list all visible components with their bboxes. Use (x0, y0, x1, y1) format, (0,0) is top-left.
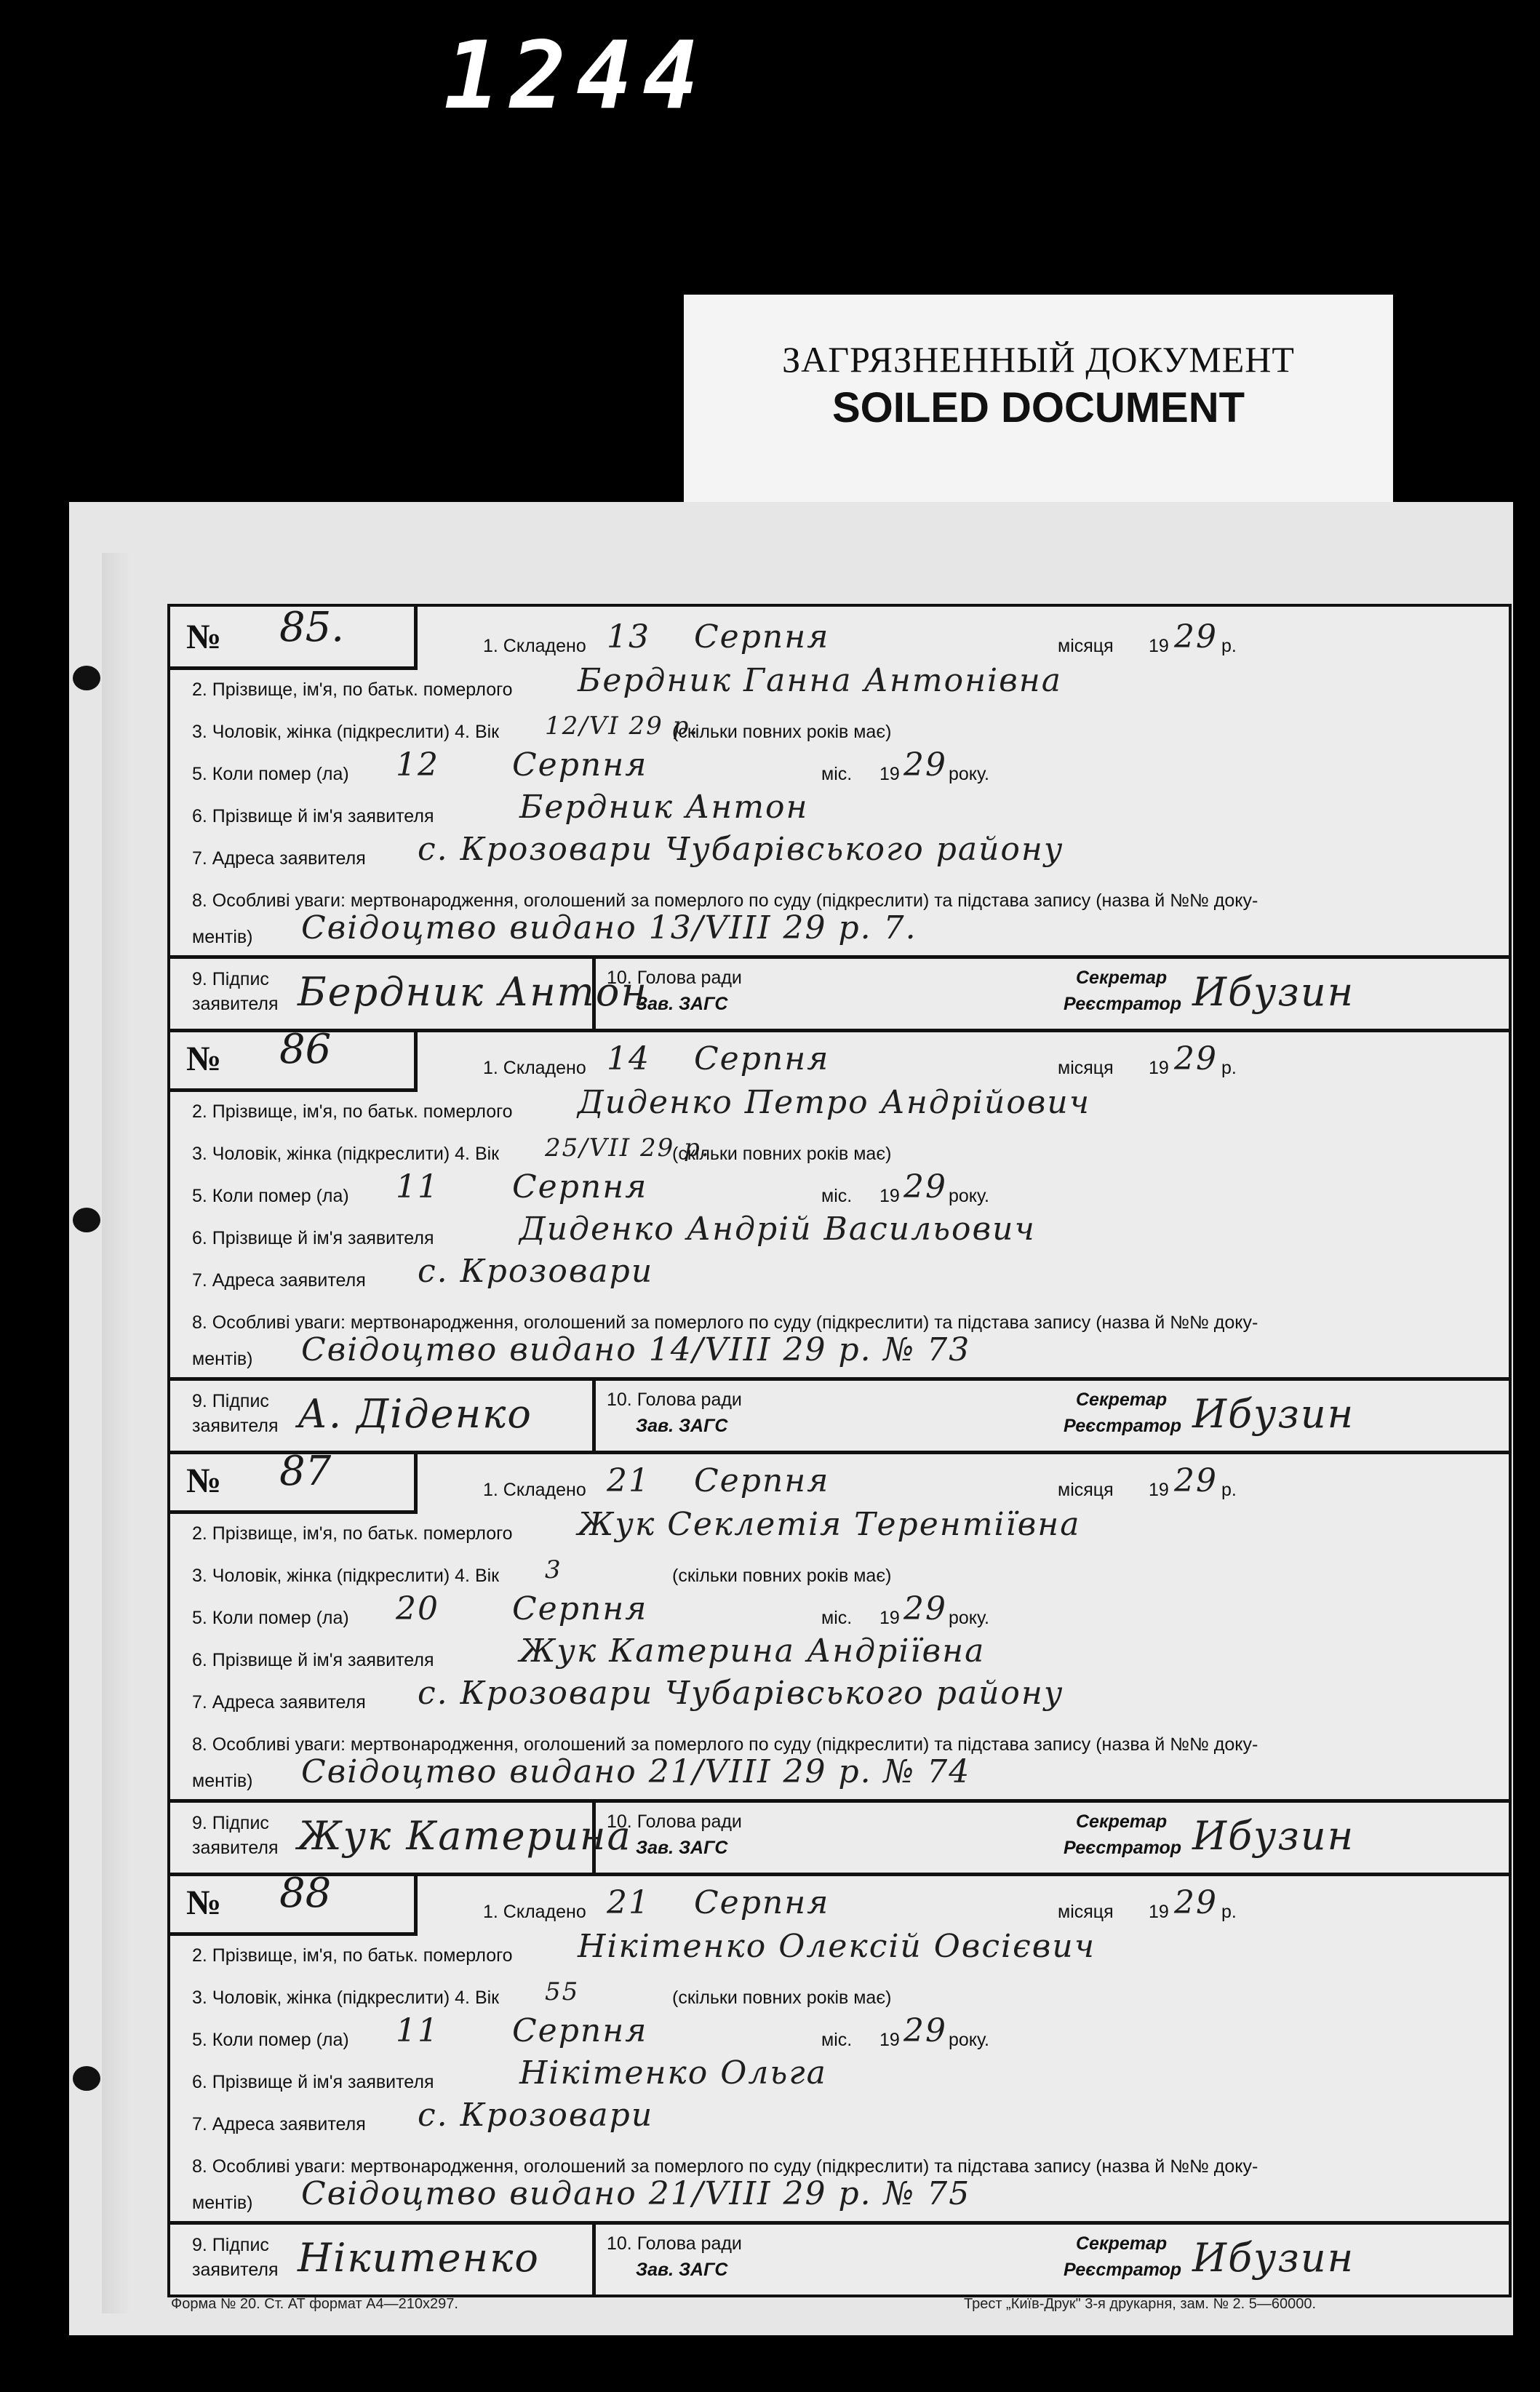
registrar-signature: Ибузин (1192, 969, 1355, 1015)
head-label: 10. Голова ради (607, 2233, 742, 2254)
year-prefix: 19 (1149, 1480, 1169, 1500)
number-sign: № (186, 1462, 222, 1500)
month-label: місяця (1058, 1902, 1114, 1922)
death-month: Серпня (512, 1168, 648, 1205)
remarks-label: 8. Особливі уваги: мертвонародження, оголошений за померлого по суду (підкреслити) та підстава запису (назва й №№ доку- (192, 890, 1258, 911)
applicant-address: с. Крозовари (418, 1253, 654, 1290)
applicant-address: с. Крозовари Чубарівського району (418, 1675, 1064, 1712)
death-year: 29 (903, 2012, 947, 2049)
composed-day: 21 (607, 1884, 650, 1921)
death-year: 29 (903, 1590, 947, 1627)
archive-number: 1244 (444, 22, 709, 130)
applicant-signature: А. Діденко (298, 1391, 532, 1437)
remarks-label-continued: ментів) (192, 1349, 253, 1369)
age-note: (скільки повних років має) (672, 1988, 892, 2008)
death-record (170, 604, 1509, 1032)
applicant-signature: Жук Катерина (298, 1813, 632, 1859)
age-note: (скільки повних років має) (672, 1144, 892, 1164)
row-address (170, 1675, 1509, 1718)
row-address (170, 2097, 1509, 2140)
death-year-prefix: 19 (879, 764, 900, 784)
row-composed (170, 1462, 1509, 1506)
age-note: (скільки повних років має) (672, 722, 892, 742)
soiled-document-label (684, 295, 1393, 513)
applicant-name: Жук Катерина Андріївна (519, 1632, 986, 1670)
address-label: 7. Адреса заявителя (192, 848, 366, 869)
number-sign: № (186, 1883, 222, 1922)
label-english: SOILED DOCUMENT (831, 384, 1245, 431)
deceased-name-label: 2. Прізвище, ім'я, по батьк. померлого (192, 1101, 513, 1122)
roku-label: року. (949, 2030, 989, 2050)
record-number: 87 (279, 1448, 332, 1495)
signature-divider (592, 1381, 596, 1451)
year-suffix: р. (1221, 1480, 1237, 1500)
applicant-sign-label: 9. Підпис (192, 1391, 269, 1411)
composed-day: 21 (607, 1462, 650, 1499)
row-address (170, 831, 1509, 874)
applicant-name: Нікітенко Ольга (519, 2054, 827, 2092)
row-applicant (170, 1213, 1509, 1254)
signature-row (170, 2221, 1509, 2295)
composed-label: 1. Складено (483, 1058, 586, 1078)
secretary-label: Секретар (1076, 2233, 1168, 2254)
row-address (170, 1253, 1509, 1296)
mis-label: міс. (821, 764, 853, 784)
death-date-label: 5. Коли помер (ла) (192, 1186, 349, 1206)
row-deceased-name (170, 1506, 1509, 1550)
registrar-signature: Ибузин (1192, 1813, 1355, 1859)
composed-label: 1. Складено (483, 1902, 586, 1922)
composed-month: Серпня (694, 618, 830, 655)
roku-label: року. (949, 1608, 989, 1628)
form-binding-edge (102, 553, 131, 2313)
applicant-sign-label-2: заявителя (192, 2260, 279, 2280)
age-note: (скільки повних років має) (672, 1566, 892, 1586)
binding-hole (73, 666, 100, 690)
row-deceased-name (170, 1084, 1509, 1128)
row-composed (170, 1884, 1509, 1928)
gender-age-label: 3. Чоловік, жінка (підкреслити) 4. Вік (192, 1988, 500, 2008)
row-composed (170, 1040, 1509, 1084)
death-day: 11 (396, 2012, 439, 2049)
printer-imprint: Трест „Київ-Друк" 3-я друкарня, зам. № 2. 5—60000. (964, 2296, 1317, 2312)
secretary-label: Секретар (1076, 968, 1168, 988)
row-remarks-continued (170, 1753, 1509, 1797)
composed-month: Серпня (694, 1462, 830, 1499)
secretary-label: Секретар (1076, 1811, 1168, 1832)
remarks-text: Свідоцтво видано 21/VIII 29 р. № 74 (301, 1753, 971, 1790)
gender-age-label: 3. Чоловік, жінка (підкреслити) 4. Вік (192, 722, 500, 742)
binding-hole (73, 2066, 100, 2091)
signature-row (170, 1377, 1509, 1451)
deceased-name: Нікітенко Олексій Овсієвич (578, 1928, 1096, 1965)
deceased-name: Жук Секлетія Терентіївна (578, 1506, 1081, 1543)
applicant-label: 6. Прізвище й ім'я заявителя (192, 806, 434, 826)
record-number: 88 (279, 1870, 332, 1917)
deceased-age: 55 (545, 1977, 580, 2006)
row-deceased-name (170, 662, 1509, 706)
applicant-sign-label-2: заявителя (192, 1416, 279, 1436)
row-gender-age (170, 707, 1509, 748)
death-year-prefix: 19 (879, 1608, 900, 1628)
gender-age-label: 3. Чоловік, жінка (підкреслити) 4. Вік (192, 1144, 500, 1164)
mis-label: міс. (821, 1186, 853, 1206)
remarks-text: Свідоцтво видано 21/VIII 29 р. № 75 (301, 2175, 971, 2212)
composed-label: 1. Складено (483, 636, 586, 656)
death-date-label: 5. Коли помер (ла) (192, 1608, 349, 1628)
composed-day: 13 (607, 618, 650, 655)
row-composed (170, 618, 1509, 662)
deceased-age: 12/VI 29 р. (545, 711, 700, 741)
death-day: 20 (396, 1590, 439, 1627)
deceased-age: 25/VII 29 р. (545, 1133, 711, 1163)
deceased-name: Бердник Ганна Антонівна (578, 662, 1062, 699)
applicant-sign-label-2: заявителя (192, 994, 279, 1014)
death-date-label: 5. Коли помер (ла) (192, 2030, 349, 2050)
applicant-label: 6. Прізвище й ім'я заявителя (192, 2072, 434, 2092)
applicant-sign-label: 9. Підпис (192, 2235, 269, 2255)
number-sign: № (186, 1040, 222, 1078)
month-label: місяця (1058, 636, 1114, 656)
applicant-name: Бердник Антон (519, 789, 809, 826)
signature-row (170, 1799, 1509, 1873)
death-month: Серпня (512, 746, 648, 784)
records-grid (167, 604, 1512, 2297)
composed-year: 29 (1174, 618, 1218, 655)
death-register-form (69, 502, 1513, 2335)
composed-year: 29 (1174, 1884, 1218, 1921)
address-label: 7. Адреса заявителя (192, 2114, 366, 2134)
remarks-label: 8. Особливі уваги: мертвонародження, оголошений за померлого по суду (підкреслити) та підстава запису (назва й №№ доку- (192, 1734, 1258, 1755)
composed-year: 29 (1174, 1040, 1218, 1077)
row-applicant (170, 789, 1509, 832)
composed-day: 14 (607, 1040, 650, 1077)
number-sign: № (186, 618, 222, 656)
death-year-prefix: 19 (879, 1186, 900, 1206)
year-prefix: 19 (1149, 1902, 1169, 1922)
row-applicant (170, 1632, 1509, 1676)
roku-label: року. (949, 1186, 989, 1206)
zags-label: Зав. ЗАГС (636, 1416, 728, 1436)
deceased-name-label: 2. Прізвище, ім'я, по батьк. померлого (192, 1523, 513, 1544)
row-remarks-continued (170, 909, 1509, 953)
registrar-label: Реєстратор (1064, 2260, 1182, 2280)
row-remarks-continued (170, 2175, 1509, 2219)
signature-row (170, 955, 1509, 1029)
remarks-label-continued: ментів) (192, 2193, 253, 2213)
address-label: 7. Адреса заявителя (192, 1692, 366, 1713)
registrar-signature: Ибузин (1192, 1391, 1355, 1437)
secretary-label: Секретар (1076, 1390, 1168, 1410)
zags-label: Зав. ЗАГС (636, 2260, 728, 2280)
death-year-prefix: 19 (879, 2030, 900, 2050)
applicant-address: с. Крозовари Чубарівського району (418, 831, 1064, 868)
year-prefix: 19 (1149, 636, 1169, 656)
form-imprint: Форма № 20. Ст. АТ формат А4—210х297. (171, 2296, 458, 2312)
remarks-label-continued: ментів) (192, 927, 253, 947)
mis-label: міс. (821, 1608, 853, 1628)
registrar-label: Реєстратор (1064, 1838, 1182, 1858)
death-record (170, 1026, 1509, 1454)
row-death-date (170, 1168, 1509, 1212)
row-deceased-name (170, 1928, 1509, 1972)
row-gender-age (170, 1973, 1509, 2014)
row-applicant (170, 2054, 1509, 2098)
death-record (170, 1870, 1509, 2295)
applicant-signature: Нікитенко (298, 2235, 540, 2281)
deceased-name-label: 2. Прізвище, ім'я, по батьк. померлого (192, 679, 513, 700)
zags-label: Зав. ЗАГС (636, 1838, 728, 1858)
month-label: місяця (1058, 1058, 1114, 1078)
remarks-text: Свідоцтво видано 13/VIII 29 р. 7. (301, 909, 917, 946)
year-suffix: р. (1221, 1902, 1237, 1922)
remarks-label-continued: ментів) (192, 1771, 253, 1791)
death-day: 11 (396, 1168, 439, 1205)
row-death-date (170, 746, 1509, 790)
address-label: 7. Адреса заявителя (192, 1270, 366, 1291)
death-record (170, 1448, 1509, 1876)
death-year: 29 (903, 1168, 947, 1205)
label-russian: ЗАГРЯЗНЕННЫЙ ДОКУМЕНТ (782, 339, 1295, 380)
death-month: Серпня (512, 1590, 648, 1627)
row-death-date (170, 1590, 1509, 1634)
remarks-label: 8. Особливі уваги: мертвонародження, оголошений за померлого по суду (підкреслити) та підстава запису (назва й №№ доку- (192, 1312, 1258, 1333)
deceased-age: 3 (545, 1555, 562, 1584)
applicant-sign-label: 9. Підпис (192, 969, 269, 989)
death-month: Серпня (512, 2012, 648, 2049)
head-label: 10. Голова ради (607, 1390, 742, 1410)
composed-label: 1. Складено (483, 1480, 586, 1500)
composed-month: Серпня (694, 1040, 830, 1077)
composed-month: Серпня (694, 1884, 830, 1921)
year-suffix: р. (1221, 1058, 1237, 1078)
remarks-label: 8. Особливі уваги: мертвонародження, оголошений за померлого по суду (підкреслити) та підстава запису (назва й №№ доку- (192, 2156, 1258, 2177)
applicant-address: с. Крозовари (418, 2097, 654, 2134)
death-date-label: 5. Коли помер (ла) (192, 764, 349, 784)
year-prefix: 19 (1149, 1058, 1169, 1078)
applicant-sign-label: 9. Підпис (192, 1813, 269, 1833)
head-label: 10. Голова ради (607, 968, 742, 988)
year-suffix: р. (1221, 636, 1237, 656)
record-number: 85. (279, 604, 345, 651)
death-day: 12 (396, 746, 439, 784)
applicant-label: 6. Прізвище й ім'я заявителя (192, 1228, 434, 1248)
applicant-label: 6. Прізвище й ім'я заявителя (192, 1650, 434, 1670)
registrar-signature: Ибузин (1192, 2235, 1355, 2281)
death-year: 29 (903, 746, 947, 784)
row-gender-age (170, 1551, 1509, 1592)
applicant-name: Диденко Андрій Васильович (519, 1211, 1036, 1248)
composed-year: 29 (1174, 1462, 1218, 1499)
roku-label: року. (949, 764, 989, 784)
head-label: 10. Голова ради (607, 1811, 742, 1832)
registrar-label: Реєстратор (1064, 994, 1182, 1014)
deceased-name-label: 2. Прізвище, ім'я, по батьк. померлого (192, 1945, 513, 1966)
signature-divider (592, 2225, 596, 2295)
record-number: 86 (279, 1026, 332, 1073)
applicant-signature: Бердник Антон (298, 969, 648, 1015)
row-gender-age (170, 1129, 1509, 1170)
applicant-sign-label-2: заявителя (192, 1838, 279, 1858)
deceased-name: Диденко Петро Андрійович (578, 1084, 1091, 1121)
mis-label: міс. (821, 2030, 853, 2050)
registrar-label: Реєстратор (1064, 1416, 1182, 1436)
binding-hole (73, 1208, 100, 1232)
month-label: місяця (1058, 1480, 1114, 1500)
row-remarks-continued (170, 1331, 1509, 1375)
remarks-text: Свідоцтво видано 14/VIII 29 р. № 73 (301, 1331, 971, 1368)
zags-label: Зав. ЗАГС (636, 994, 728, 1014)
gender-age-label: 3. Чоловік, жінка (підкреслити) 4. Вік (192, 1566, 500, 1586)
row-death-date (170, 2012, 1509, 2056)
